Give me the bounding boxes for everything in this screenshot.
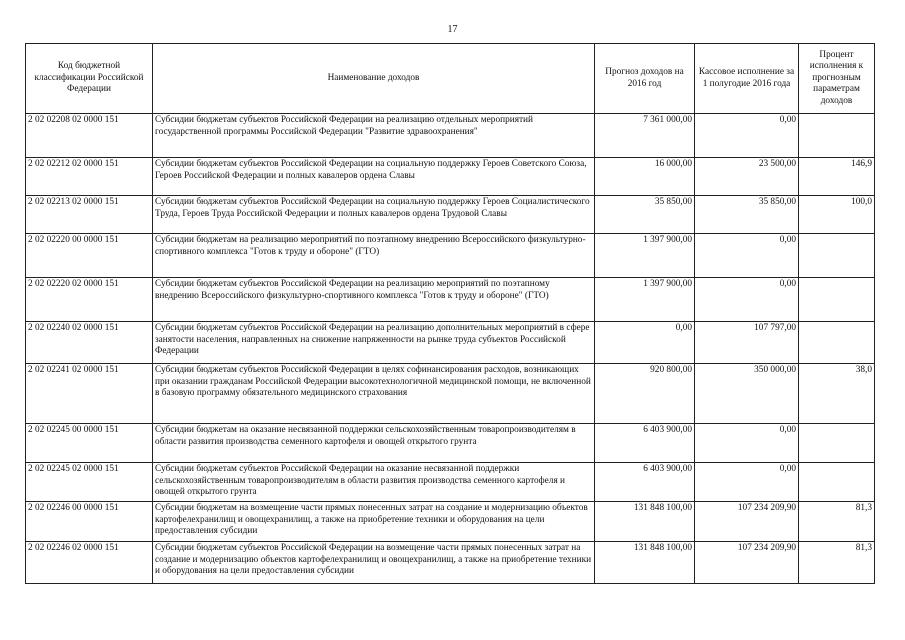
header-code: Код бюджетной классификации Российской Федерации (26, 44, 153, 114)
cell-execution: 0,00 (695, 278, 799, 322)
cell-forecast: 131 848 100,00 (595, 502, 695, 542)
header-name: Наименование доходов (153, 44, 595, 114)
cell-percent: 146,9 (799, 158, 875, 196)
cell-execution: 0,00 (695, 424, 799, 463)
table-row (26, 114, 875, 158)
table-row (26, 502, 875, 542)
cell-percent: 81,3 (799, 542, 875, 584)
cell-forecast: 16 000,00 (595, 158, 695, 196)
cell-forecast: 7 361 000,00 (595, 114, 695, 158)
header-execution: Кассовое исполнение за 1 полугодие 2016 года (695, 44, 799, 114)
table-row (26, 158, 875, 196)
cell-execution: 0,00 (695, 463, 799, 502)
table-row (26, 364, 875, 424)
cell-code: 2 02 02241 02 0000 151 (26, 364, 153, 424)
table-row (26, 542, 875, 584)
cell-name: Субсидии бюджетам субъектов Российской Федерации на оказание несвязанной поддержки сельскохозяйственным товаропроизводителям в области развития производства семенного картофеля и овощей открытого грунта (153, 463, 595, 502)
cell-execution: 350 000,00 (695, 364, 799, 424)
table-header-row (26, 44, 875, 114)
cell-name: Субсидии бюджетам субъектов Российской Федерации на социальную поддержку Героев Социалистического Труда, Героев Труда Российской Федерации и полных кавалеров ордена Трудовой Славы (153, 196, 595, 234)
cell-name: Субсидии бюджетам на реализацию мероприятий по поэтапному внедрению Всероссийского физкультурно-спортивного комплекса "Готов к труду и обороне" (ГТО) (153, 234, 595, 278)
cell-execution: 35 850,00 (695, 196, 799, 234)
table-row (26, 463, 875, 502)
cell-name: Субсидии бюджетам субъектов Российской Федерации на реализацию дополнительных мероприятий в сфере занятости населения, направленных на снижение напряженности на рынке труда субъектов Российской Федерации (153, 322, 595, 364)
cell-code: 2 02 02208 02 0000 151 (26, 114, 153, 158)
cell-name: Субсидии бюджетам субъектов Российской Федерации на реализацию мероприятий по поэтапному внедрению Всероссийского физкультурно-спортивного комплекса "Готов к труду и обороне" (ГТО) (153, 278, 595, 322)
cell-execution: 0,00 (695, 234, 799, 278)
header-forecast: Прогноз доходов на 2016 год (595, 44, 695, 114)
cell-percent: 81,3 (799, 502, 875, 542)
cell-code: 2 02 02245 00 0000 151 (26, 424, 153, 463)
cell-percent (799, 424, 875, 463)
cell-percent (799, 278, 875, 322)
cell-code: 2 02 02213 02 0000 151 (26, 196, 153, 234)
page-number: 17 (447, 24, 458, 35)
table-row (26, 322, 875, 364)
cell-forecast: 920 800,00 (595, 364, 695, 424)
cell-execution: 0,00 (695, 114, 799, 158)
table-body (26, 114, 875, 584)
cell-forecast: 131 848 100,00 (595, 542, 695, 584)
cell-code: 2 02 02220 02 0000 151 (26, 278, 153, 322)
cell-execution: 23 500,00 (695, 158, 799, 196)
cell-forecast: 6 403 900,00 (595, 424, 695, 463)
cell-execution: 107 797,00 (695, 322, 799, 364)
cell-name: Субсидии бюджетам субъектов Российской Федерации на возмещение части прямых понесенных затрат на создание и модернизацию объектов картофелехранилищ и овощехранилищ, а также на приобретение техники и оборудования на цели предоставления субсидии (153, 542, 595, 584)
cell-code: 2 02 02212 02 0000 151 (26, 158, 153, 196)
cell-name: Субсидии бюджетам субъектов Российской Федерации на реализацию отдельных мероприятий государственной программы Российской Федерации "Развитие здравоохранения" (153, 114, 595, 158)
cell-name: Субсидии бюджетам субъектов Российской Федерации на социальную поддержку Героев Советского Союза, Героев Российской Федерации и полных кавалеров ордена Славы (153, 158, 595, 196)
revenue-table (25, 43, 875, 584)
cell-percent: 38,0 (799, 364, 875, 424)
cell-name: Субсидии бюджетам на оказание несвязанной поддержки сельскохозяйственным товаропроизводителям в области развития производства семенного картофеля и овощей открытого грунта (153, 424, 595, 463)
cell-percent (799, 114, 875, 158)
cell-percent (799, 463, 875, 502)
table-row (26, 424, 875, 463)
cell-forecast: 1 397 900,00 (595, 234, 695, 278)
table-row (26, 234, 875, 278)
cell-name: Субсидии бюджетам субъектов Российской Федерации в целях софинансирования расходов, возникающих при оказании гражданам Российской Федерации высокотехнологичной медицинской помощи, не включенной в базовую программу обязательного медицинского страхования (153, 364, 595, 424)
header-percent: Процент исполнения к прогнозным параметрам доходов (799, 44, 875, 114)
cell-code: 2 02 02220 00 0000 151 (26, 234, 153, 278)
cell-forecast: 35 850,00 (595, 196, 695, 234)
cell-code: 2 02 02246 02 0000 151 (26, 542, 153, 584)
cell-execution: 107 234 209,90 (695, 502, 799, 542)
cell-percent: 100,0 (799, 196, 875, 234)
cell-percent (799, 234, 875, 278)
table-row (26, 196, 875, 234)
cell-forecast: 6 403 900,00 (595, 463, 695, 502)
cell-forecast: 1 397 900,00 (595, 278, 695, 322)
cell-percent (799, 322, 875, 364)
cell-code: 2 02 02245 02 0000 151 (26, 463, 153, 502)
cell-name: Субсидии бюджетам на возмещение части прямых понесенных затрат на создание и модернизацию объектов картофелехранилищ и овощехранилищ, а также на приобретение техники и оборудования на цели предоставления субсидии (153, 502, 595, 542)
cell-code: 2 02 02246 00 0000 151 (26, 502, 153, 542)
cell-execution: 107 234 209,90 (695, 542, 799, 584)
cell-code: 2 02 02240 02 0000 151 (26, 322, 153, 364)
cell-forecast: 0,00 (595, 322, 695, 364)
table-row (26, 278, 875, 322)
